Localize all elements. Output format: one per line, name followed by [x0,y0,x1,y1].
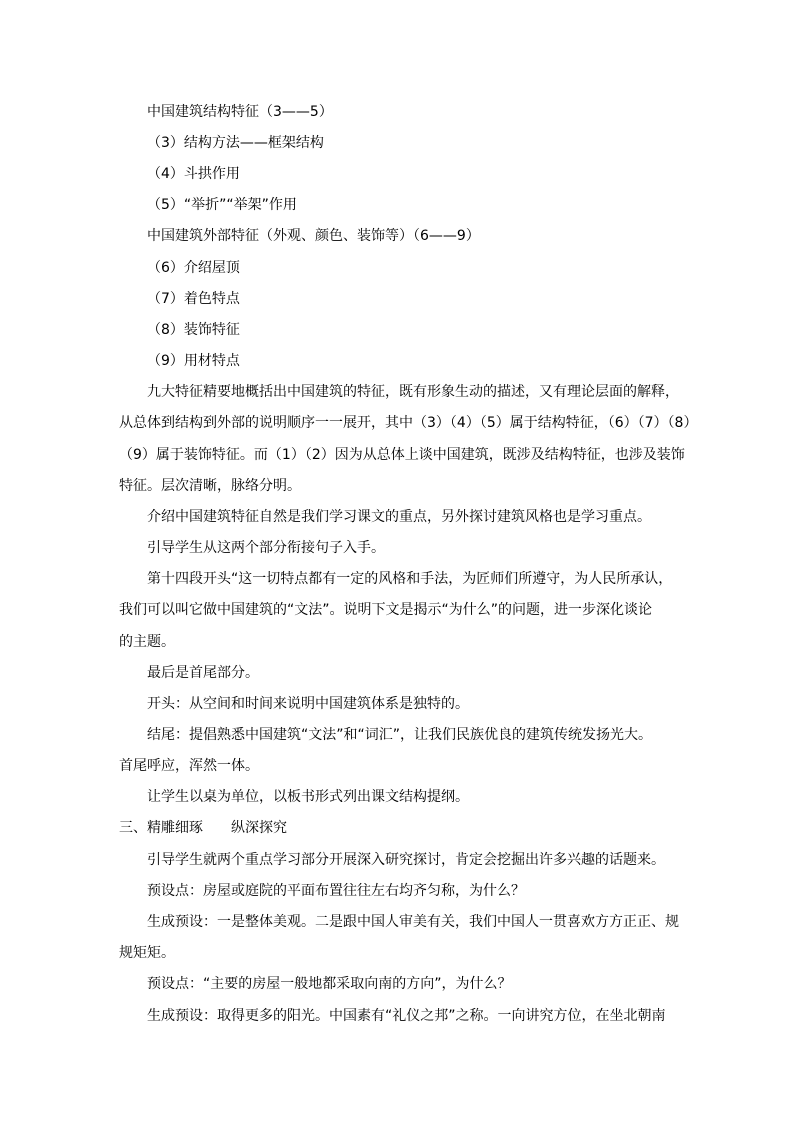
paragraph-line: 规矩矩。 [119,945,175,961]
paragraph-line: 生成预设：一是整体美观。二是跟中国人审美有关，我们中国人一贯喜欢方方正正、规 [147,914,679,930]
outline-item: （7）着色特点 [147,291,240,307]
paragraph-line: 第十四段开头“这一切特点都有一定的风格和手法，为匠师们所遵守，为人民所承认， [147,571,673,587]
paragraph-line: 预设点：房屋或庭院的平面布置往往左右均齐匀称，为什么？ [147,883,525,899]
paragraph-line: 九大特征精要地概括出中国建筑的特征，既有形象生动的描述，又有理论层面的解释， [147,384,679,400]
paragraph-line: 结尾：提倡熟悉中国建筑“文法”和“词汇”，让我们民族优良的建筑传统发扬光大。 [147,727,653,743]
paragraph-line: 首尾呼应，浑然一体。 [119,758,259,774]
paragraph-line: 预设点：“主要的房屋一般地都采取向南的方向”，为什么？ [147,976,512,992]
outline-item: （6）介绍屋顶 [147,260,240,276]
paragraph-line: 引导学生从这两个部分衔接句子入手。 [147,540,385,556]
paragraph-line: 引导学生就两个重点学习部分开展深入研究探讨，肯定会挖掘出许多兴趣的话题来。 [147,852,665,868]
paragraph-line: 从总体到结构到外部的说明顺序一一展开，其中（3）（4）（5）属于结构特征，（6）（7）（8） [119,415,698,431]
outline-heading-exterior: 中国建筑外部特征（外观、颜色、装饰等）（6——9） [147,228,480,244]
outline-item: （3）结构方法——框架结构 [147,135,324,151]
outline-item: （5）“举折”“举架”作用 [147,197,297,213]
paragraph-line: 的主题。 [119,634,175,650]
paragraph-line: 让学生以桌为单位，以板书形式列出课文结构提纲。 [147,789,469,805]
outline-heading-structure: 中国建筑结构特征（3——5） [147,104,333,120]
paragraph-line: 开头：从空间和时间来说明中国建筑体系是独特的。 [147,696,469,712]
paragraph-line: 最后是首尾部分。 [147,665,259,681]
paragraph-line: 我们可以叫它做中国建筑的“文法”。说明下文是揭示“为什么”的问题，进一步深化谈论 [119,602,653,618]
paragraph-line: （9）属于装饰特征。而（1）（2）因为从总体上谈中国建筑，既涉及结构特征，也涉及装饰 [119,447,685,463]
section-heading: 三、精雕细琢 纵深探究 [119,820,287,836]
paragraph-line: 生成预设：取得更多的阳光。中国素有“礼仪之邦”之称。一向讲究方位，在坐北朝南 [147,1008,666,1024]
outline-item: （8）装饰特征 [147,322,240,338]
paragraph-line: 介绍中国建筑特征自然是我们学习课文的重点，另外探讨建筑风格也是学习重点。 [147,509,651,525]
outline-item: （9）用材特点 [147,353,240,369]
paragraph-line: 特征。层次清晰，脉络分明。 [119,478,301,494]
outline-item: （4）斗拱作用 [147,166,240,182]
